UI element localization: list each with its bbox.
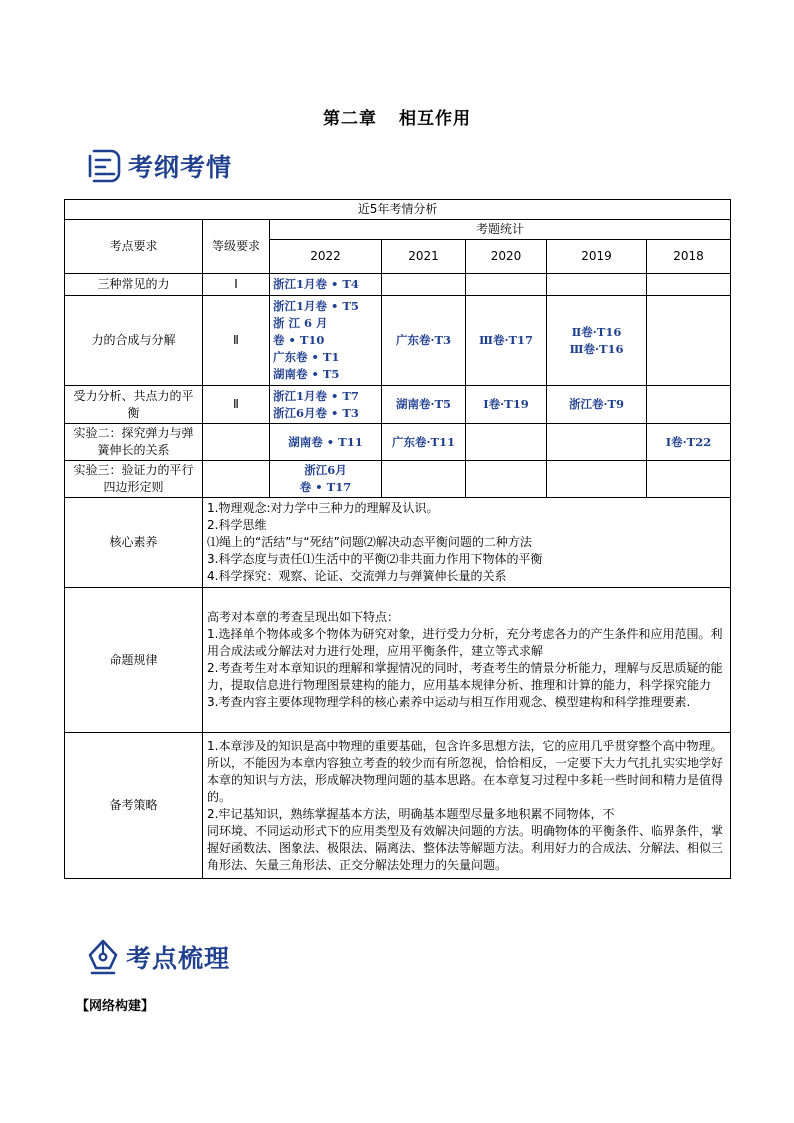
table-row [65,424,731,461]
exam-cell [466,461,547,498]
exam-pattern-text: 高考对本章的考查呈现出如下特点： 1.选择单个物体或多个物体为研究对象，进行受力分析，充分考虑各力的产生条件和应用范围。利用合成法或分解法对力进行处理，应用平衡条件，建立等式求解 2.考查考生对本章知识的理解和掌握情况的同时，考查考生的情景分析能力，理解与反思质疑的能力，提取信息进行物理图景建构的能力，应用基本规律分析、推理和计算的能力，科学探究能力 3.考查内容主要体现物理学科的核心素养中运动与相互作用观念、模型建构和科学推理要素. [203,588,731,733]
exam-cell: Ⅰ卷·T19 [466,386,547,424]
exam-cell [547,274,647,296]
exam-cell [647,461,731,498]
exam-cell: 浙江1月卷 • T4 [270,274,382,296]
exam-cell [547,461,647,498]
chapter-name: 相互作用 [399,109,471,129]
exam-cell: 浙江6月 卷 • T17 [270,461,382,498]
level-cell: Ⅱ [203,296,270,386]
table-row [65,386,731,424]
prep-strategy-label: 备考策略 [65,733,203,879]
prep-strategy-row [65,733,731,879]
page-title [0,104,794,129]
exam-pattern-row [65,588,731,733]
exam-cell: 浙江卷·T9 [547,386,647,424]
exam-cell: Ⅰ卷·T22 [647,424,731,461]
header-year: 2020 [466,240,547,274]
exam-cell: 广东卷·T3 [382,296,466,386]
section-title-knowledge: 考点梳理 [126,944,231,973]
section-title-syllabus: 考纲考情 [128,153,233,182]
table-caption: 近5年考情分析 [65,200,731,220]
topic-cell: 实验三：验证力的平行四边形定则 [65,461,203,498]
exam-cell: 浙江1月卷 • T5 浙 江 6 月 卷 • T10 广东卷 • T1 湖南卷 • T5 [270,296,382,386]
exam-cell [647,386,731,424]
exam-cell: 湖南卷 • T11 [270,424,382,461]
header-requirement: 考点要求 [65,220,203,274]
core-literacy-row [65,498,731,588]
topic-cell: 受力分析、共点力的平衡 [65,386,203,424]
core-literacy-text: 1.物理观念:对力学中三种力的理解及认识。 2.科学思维 ⑴绳上的“活结”与“死结”问题⑵解决动态平衡问题的二种方法 3.科学态度与责任⑴生活中的平衡⑵非共面力作用下物体的平衡 4.科学探究：观察、论证、交流弹力与弹簧伸长量的关系 [203,498,731,588]
table-row [65,274,731,296]
prep-strategy-text: 1.本章涉及的知识是高中物理的重要基础，包含许多思想方法，它的应用几乎贯穿整个高中物理。所以，不能因为本章内容独立考查的较少而有所忽视，恰恰相反，一定要下大力气扎扎实实地学好本章的知识与方法，形成解决物理问题的基本思路。在本章复习过程中多耗一些时间和精力是值得的。 2.牢记基知识，熟练掌握基本方法，明确基本题型尽量多地积累不同物体，不 同环境、不同运动形式下的应用类型及有效解决问题的方法。明确物体的平衡条件、临界条件，掌握好函数法、图象法、极限法、隔离法、整体法等解题方法。利用好力的合成法、分解法、相似三角形法、矢量三角形法、正交分解法处理力的矢量问题。 [203,733,731,879]
level-cell [203,424,270,461]
header-year: 2019 [547,240,647,274]
chapter-number: 第二章 [323,109,377,129]
exam-cell: 广东卷·T11 [382,424,466,461]
exam-cell [382,274,466,296]
exam-cell [466,424,547,461]
level-cell: Ⅱ [203,386,270,424]
table-row [65,296,731,386]
exam-cell: 浙江1月卷 • T7 浙江6月卷 • T3 [270,386,382,424]
exam-pattern-label: 命题规律 [65,588,203,733]
topic-cell: 力的合成与分解 [65,296,203,386]
exam-analysis-table [64,199,731,879]
pen-nib-icon [86,938,120,976]
exam-cell: 湖南卷·T5 [382,386,466,424]
header-level: 等级要求 [203,220,270,274]
exam-cell [647,274,731,296]
exam-cell [382,461,466,498]
exam-cell [466,274,547,296]
exam-cell [647,296,731,386]
level-cell [203,461,270,498]
section-header-knowledge [86,938,230,976]
table-row [65,461,731,498]
exam-cell: Ⅲ卷·T17 [466,296,547,386]
header-stats: 考题统计 [270,220,731,240]
core-literacy-label: 核心素养 [65,498,203,588]
header-year: 2018 [647,240,731,274]
level-cell: Ⅰ [203,274,270,296]
exam-cell: Ⅱ卷·T16 Ⅲ卷·T16 [547,296,647,386]
doc-list-icon [86,148,122,184]
exam-cell [547,424,647,461]
topic-cell: 三种常见的力 [65,274,203,296]
header-year: 2021 [382,240,466,274]
network-label: 【网络构建】 [76,999,155,1014]
section-header-syllabus [86,148,232,184]
header-year: 2022 [270,240,382,274]
topic-cell: 实验二：探究弹力与弹簧伸长的关系 [65,424,203,461]
